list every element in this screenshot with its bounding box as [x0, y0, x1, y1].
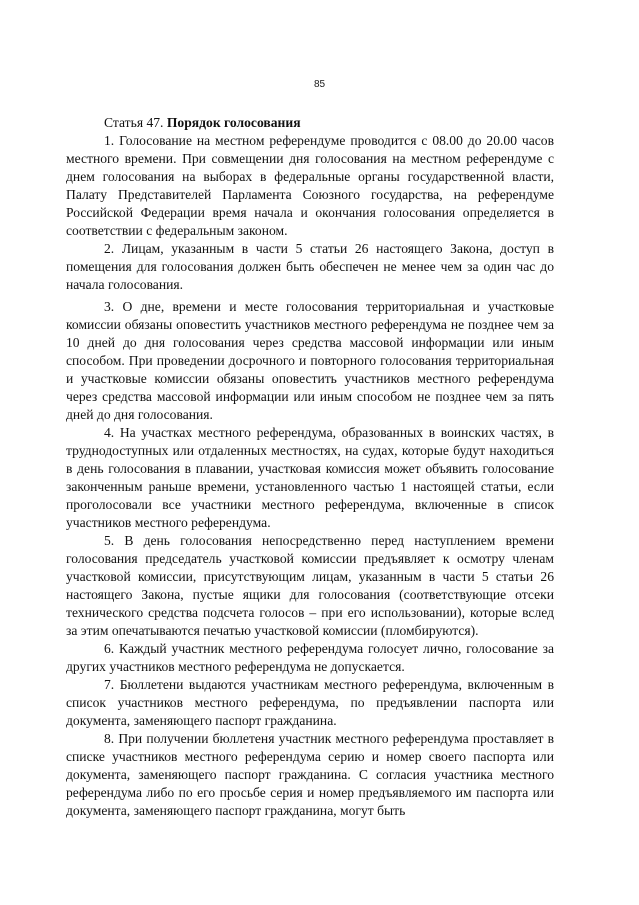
- article-number: Статья 47.: [104, 115, 167, 130]
- paragraph-4: 4. На участках местного референдума, образованных в воинских частях, в труднодоступных или отдаленных местностях, на судах, которые будут находиться в день голосования в плавании, участковая комиссия может объявить голосование законченным раньше времени, установленного частью 1 настоящей статьи, если проголосовали все участники местного референдума, включенные в список участников местного референдума.: [66, 425, 554, 530]
- paragraph-2: 2. Лицам, указанным в части 5 статьи 26 настоящего Закона, доступ в помещения для голосования должен быть обеспечен не менее чем за один час до начала голосования.: [66, 241, 554, 292]
- paragraph-5: 5. В день голосования непосредственно перед наступлением времени голосования председатель участковой комиссии предъявляет к осмотру членам участковой комиссии, присутствующим лицам, указанным в части 5 статьи 26 настоящего Закона, пустые ящики для голосования (соответствующие отсеки технического средства подсчета голосов – при его использовании), которые вслед за этим опечатываются печатью участковой комиссии (пломбируются).: [66, 533, 554, 638]
- paragraph-3: 3. О дне, времени и месте голосования территориальная и участковые комиссии обязаны оповестить участников местного референдума не позднее чем за 10 дней до дня голосования через средства массовой информации или иным способом. При проведении досрочного и повторного голосования территориальная и участковые комиссии обязаны оповестить участников местного референдума через средства массовой информации или иным способом не позднее чем за пять дней до дня голосования.: [66, 299, 554, 422]
- paragraph-8: 8. При получении бюллетеня участник местного референдума проставляет в списке участников местного референдума серию и номер своего паспорта или документа, заменяющего паспорт гражданина. С согласия участника местного референдума либо по его просьбе серия и номер предъявляемого им паспорта или документа, заменяющего паспорт гражданина, могут быть: [66, 731, 554, 818]
- paragraph-1: 1. Голосование на местном референдуме проводится с 08.00 до 20.00 часов местного времени. При совмещении дня голосования на местном референдуме с днем голосования на выборах в федеральные органы государственной власти, Палату Представителей Парламента Союзного государства, на референдуме Российской Федерации время начала и окончания голосования определяется в соответствии с федеральным законом.: [66, 133, 554, 238]
- page-number: 85: [313, 79, 326, 90]
- document-body: [66, 114, 554, 820]
- paragraph-7: 7. Бюллетени выдаются участникам местного референдума, включенным в список участников местного референдума, по предъявлении паспорта или документа, заменяющего паспорт гражданина.: [66, 677, 554, 728]
- paragraph-6: 6. Каждый участник местного референдума голосует лично, голосование за других участников местного референдума не допускается.: [66, 641, 554, 674]
- article-heading: [66, 114, 554, 132]
- article-title: Порядок голосования: [166, 115, 301, 130]
